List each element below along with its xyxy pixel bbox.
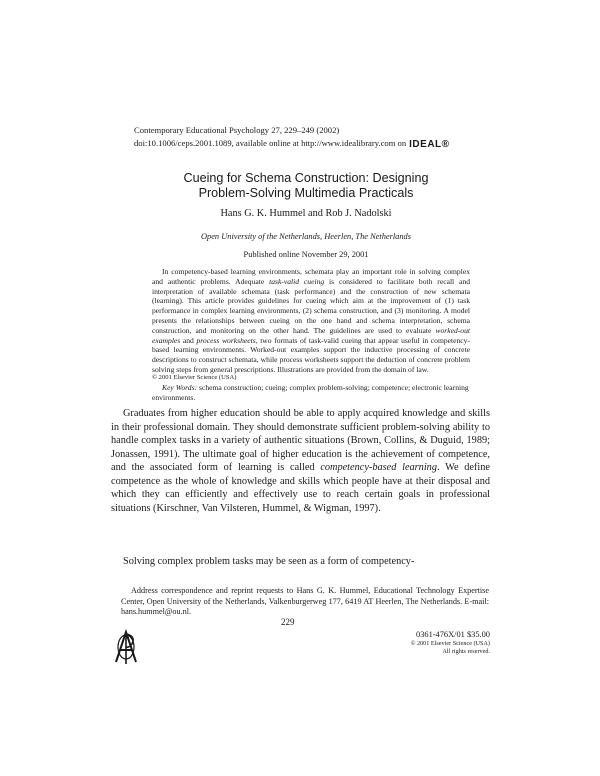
footnote: Address correspondence and reprint requests to Hans G. K. Hummel, Educational Technology Expertise Center, Open University of the Netherlands, Valkenburgerweg 177, 6419 AT Heerlen, The Netherlands. E-mail: hans.hummel@ou.nl. [121,586,489,617]
title-line-1: Cueing for Schema Construction: Designing [183,171,429,185]
abstract-em-2: worked-out examples [152,325,470,345]
journal-citation: Contemporary Educational Psychology 27, 229–249 (2002) [134,125,340,135]
page-number: 229 [281,617,295,627]
doi-line [134,137,450,151]
abstract [152,267,470,375]
affiliation: Open University of the Netherlands, Heerlen, The Netherlands [200,232,412,241]
abstract-em-1: task-valid cueing [269,276,325,286]
authors: Hans G. K. Hummel and Rob J. Nadolski [220,208,392,219]
abstract-em-3: process worksheets [196,335,256,345]
body-paragraph-1 [111,407,490,515]
keywords [152,383,470,403]
abstract-text-2: is considered to facilitate both recall and interpretation of available schemata (task performance) and the construction of new schemata (learning). This article provides guidelines for cueing which aim at the improvement of (1) task performance in complex learning environments, (2) schema construction, and (3) monitoring. A model presents the relationships between cueing on the one hand and schema interpretation, schema construction, and monitoring on the other hand. The guidelines are used to evaluate [152,276,470,335]
abstract-text-4: , two formats of task-valid cueing that appear useful in competency-based learning environments. Worked-out examples support the inductive processing of concrete descriptions to construct schemata, while process worksheets support the deduction of concrete problem solving steps from general prescriptions. Illustrations are provided from the domain of law. [152,335,470,374]
academic-press-logo-icon [112,628,140,666]
body-p1-em: competency-based learning [320,462,437,473]
ideal-logo: IDEAL® [409,139,450,150]
abstract-text-3: and [180,335,197,345]
keywords-list: schema construction; cueing; complex problem-solving; competence; electronic learning environments. [152,383,469,402]
price-rights-block [380,630,490,656]
body-p1-text-a: Graduates from higher education should be able to apply acquired knowledge and skills in their professional domain. They should demonstrate sufficient problem-solving ability to handle complex tasks in a variety of authentic situations (Brown, Collins, & Duguid, 1989; Jonassen, 1991). The ultimate goal of higher education is the achievement of competence, and the associated form of learning is called [111,408,490,473]
abstract-copyright: © 2001 Elsevier Science (USA) [152,374,237,381]
abstract-text-1: In competency-based learning environments, schemata play an important role in solving complex and authentic problems. Adequate [152,267,470,286]
article-title [134,171,478,201]
rights-reserved: All rights reserved. [442,648,490,655]
rights-copyright: © 2001 Elsevier Science (USA) [410,640,490,647]
published-date: Published online November 29, 2001 [243,250,369,259]
body-p1-text-b: . We define competence as the whole of knowledge and skills which people have at their disposal and which they can efficiently and effectively use to reach certain goals in professional situations (Kirschner, Van Vilsteren, Hummel, & Wigman, 1997). [111,462,491,514]
issn-price: 0361-476X/01 $35.00 [416,630,490,639]
title-line-2: Problem-Solving Multimedia Practicals [198,186,414,200]
keywords-label: Key Words: [162,383,198,392]
body-paragraph-2: Solving complex problem tasks may be seen as a form of competency- [123,556,415,567]
doi-text: doi:10.1006/ceps.2001.1089, available online at http://www.idealibrary.com on [134,138,407,148]
